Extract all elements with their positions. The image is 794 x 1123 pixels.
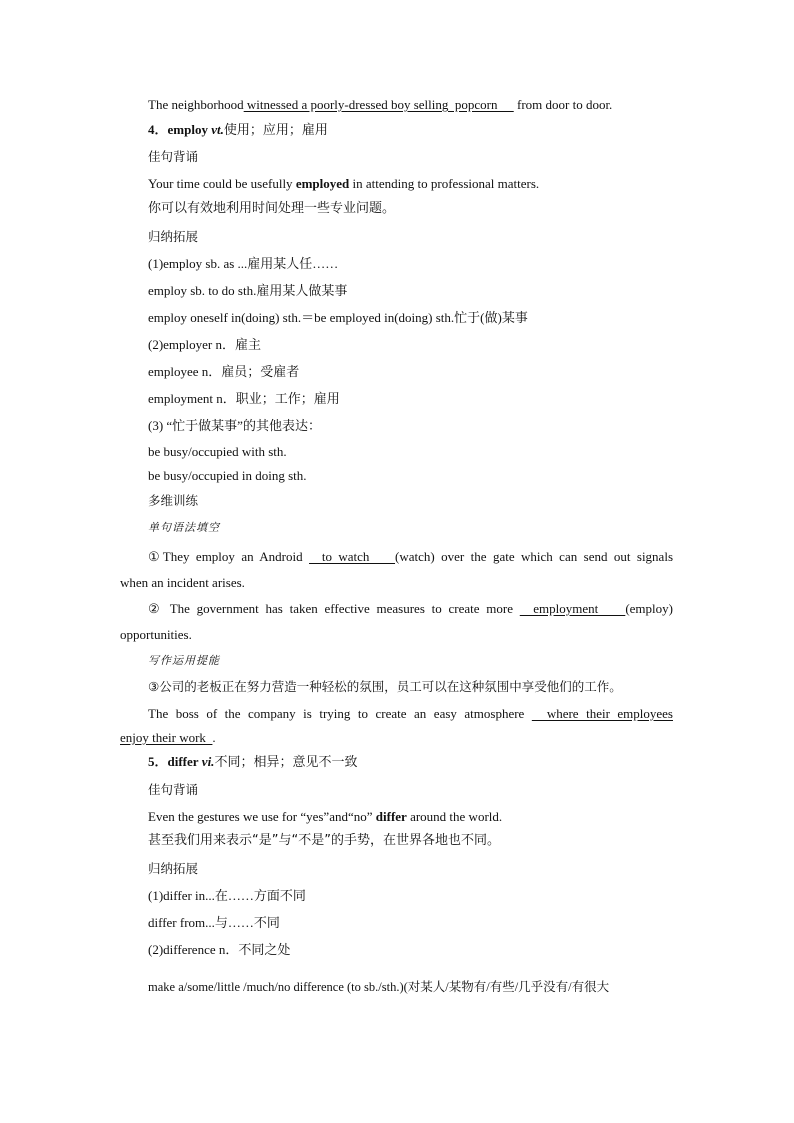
exercise-3-line2: enjoy their work . [120, 730, 216, 745]
example-sentence-neighborhood: The neighborhood witnessed a poorly-dressed boy selling popcorn from door to door. [148, 97, 613, 112]
expansion-item: differ from...与……不同 [148, 915, 280, 930]
answer-blank: enjoy their work [120, 730, 213, 745]
training-label: 多维训练 [148, 493, 199, 508]
entry-heading-employ: 4．employ vt.使用；应用；雇用 [148, 122, 328, 138]
exercise-2-line2: opportunities. [120, 627, 192, 642]
expansion-item: (2)employer n．雇主 [148, 337, 262, 352]
expansion-item: (2)difference n．不同之处 [148, 942, 291, 957]
exercise-3-line1: The boss of the company is trying to create an easy atmosphere where their employees [148, 706, 673, 721]
exercise-1-line2: when an incident arises. [120, 575, 245, 590]
entry-heading-differ: 5．differ vi.不同；相异；意见不一致 [148, 754, 358, 770]
expansion-item: be busy/occupied in doing sth. [148, 468, 307, 483]
example-sentence-employ: Your time could be usefully employed in attending to professional matters. [148, 176, 540, 191]
expansion-item: employee n．雇员；受雇者 [148, 364, 300, 379]
expansion-item-difference-phrase: make a/some/little /much/no difference (to sb./sth.)(对某人/某物有/有些/几乎没有/有很大 [148, 980, 610, 994]
answer-blank: employment [519, 601, 626, 616]
recite-label: 佳句背诵 [148, 149, 199, 164]
summary-label: 归纳拓展 [148, 861, 199, 876]
expansion-item: employ oneself in(doing) sth.＝be employed in(doing) sth.忙于(做)某事 [148, 310, 528, 325]
expansion-item: (1)employ sb. as ...雇用某人任…… [148, 256, 339, 271]
summary-label: 归纳拓展 [148, 229, 199, 244]
example-translation-employ: 你可以有效地利用时间处理一些专业问题。 [148, 201, 396, 216]
recite-label: 佳句背诵 [148, 782, 199, 797]
expansion-item: (1)differ in...在……方面不同 [148, 888, 306, 903]
answer-blank: witnessed a poorly-dressed boy selling popcorn [243, 97, 514, 112]
expansion-item: employment n．职业；工作；雇用 [148, 391, 340, 406]
example-sentence-differ: Even the gestures we use for “yes”and“no” differ around the world. [148, 809, 503, 824]
expansion-item: (3) “忙于做某事”的其他表达： [148, 418, 321, 433]
example-translation-differ: 甚至我们用来表示“是”与“不是”的手势，在世界各地也不同。 [148, 833, 500, 848]
answer-blank: where their employees [531, 706, 673, 721]
fill-blank-label: 单句语法填空 [148, 521, 220, 534]
exercise-1-line1: ①They employ an Android to watch (watch) over the gate which can send out signals [148, 549, 673, 564]
answer-blank: to watch [309, 549, 396, 564]
writing-label: 写作运用提能 [148, 654, 220, 667]
exercise-3-chinese: ③公司的老板正在努力营造一种轻松的氛围，员工可以在这种氛围中享受他们的工作。 [148, 679, 622, 694]
exercise-2-line1: ② The government has taken effective measures to create more employment (employ) [148, 601, 673, 616]
expansion-item: be busy/occupied with sth. [148, 444, 287, 459]
expansion-item: employ sb. to do sth.雇用某人做某事 [148, 283, 348, 298]
